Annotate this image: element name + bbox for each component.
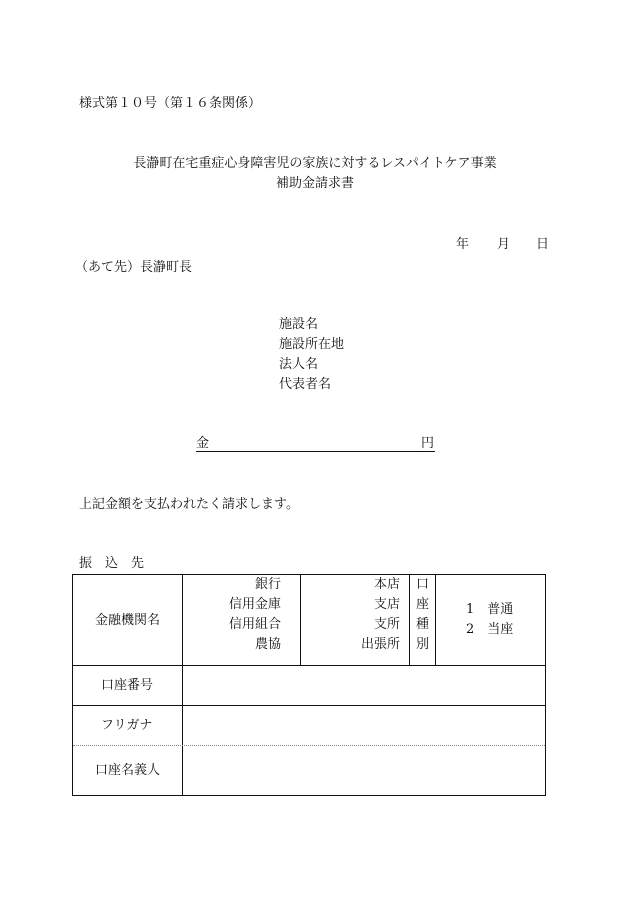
- account-number-label: 口座番号: [101, 678, 154, 693]
- account-type-ordinary: 1 普通: [466, 602, 514, 617]
- table-row-divider-1: [73, 665, 545, 666]
- table-divider-institution: [300, 575, 301, 665]
- facility-name-label: 施設名: [279, 317, 319, 332]
- date-year: 年: [456, 237, 470, 252]
- institution-type-shinkumi: 信用組合: [228, 617, 281, 632]
- addressee: （あて先）長瀞町長: [75, 260, 193, 275]
- account-type-char-2: 座: [416, 597, 430, 612]
- branch-type-sub-branch: 支所: [373, 617, 400, 632]
- table-divider-account-type: [435, 575, 436, 665]
- account-type-current: 2 当座: [466, 622, 514, 637]
- table-divider-label-column: [182, 575, 183, 795]
- account-type-char-4: 別: [416, 637, 430, 652]
- document-title-line2: 補助金請求書: [275, 176, 354, 191]
- amount-underline: [196, 451, 435, 452]
- amount-prefix: 金: [196, 436, 210, 451]
- institution-type-list: [229, 578, 281, 651]
- corporation-name-label: 法人名: [279, 357, 319, 372]
- representative-name-label: 代表者名: [279, 377, 332, 392]
- institution-type-bank: 銀行: [254, 577, 281, 592]
- account-type-options: [466, 603, 513, 636]
- account-type-label: [416, 578, 429, 651]
- date-day: 日: [536, 237, 550, 252]
- institution-type-shinkin: 信用金庫: [228, 597, 281, 612]
- bank-account-table: [72, 574, 546, 796]
- account-type-char-1: 口: [416, 577, 430, 592]
- request-statement: 上記金額を支払われたく請求します。: [79, 497, 299, 512]
- document-title-line1: 長瀞町在宅重症心身障害児の家族に対するレスパイトケア事業: [133, 156, 497, 171]
- table-row-divider-3: [73, 745, 545, 746]
- furigana-label: フリガナ: [101, 718, 153, 733]
- branch-type-sub-office: 出張所: [360, 637, 400, 652]
- facility-address-label: 施設所在地: [279, 337, 345, 352]
- branch-type-head-office: 本店: [373, 577, 400, 592]
- institution-name-label: 金融機関名: [95, 613, 161, 628]
- account-type-char-3: 種: [416, 617, 430, 632]
- amount-suffix: 円: [421, 436, 435, 451]
- branch-type-list: [361, 578, 400, 651]
- table-row-divider-2: [73, 705, 545, 706]
- table-divider-branch: [409, 575, 410, 665]
- institution-type-nokyo: 農協: [254, 637, 281, 652]
- form-number: 様式第１０号（第１６条関係）: [79, 96, 262, 111]
- branch-type-branch: 支店: [373, 597, 400, 612]
- account-holder-label: 口座名義人: [95, 763, 161, 778]
- transfer-heading: 振 込 先: [79, 556, 145, 571]
- date-month: 月: [497, 237, 511, 252]
